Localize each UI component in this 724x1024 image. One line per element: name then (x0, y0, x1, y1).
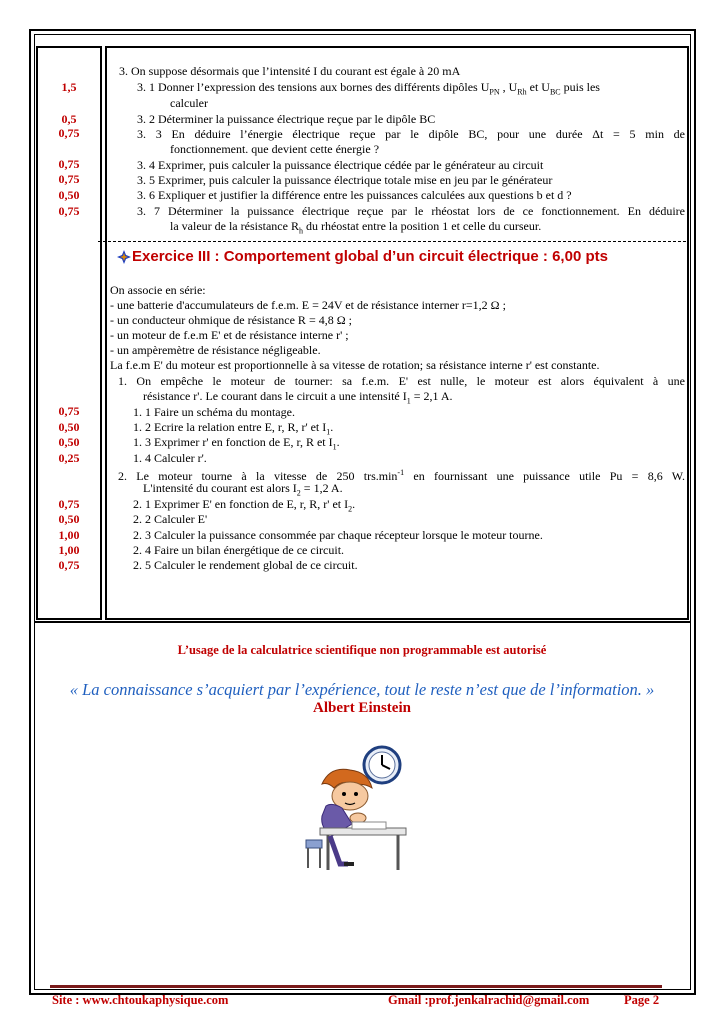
section-divider (34, 621, 691, 623)
q3-7-cont: la valeur de la résistance $R_h$ du rhéostat entre la position 1 et celle du curseur. (170, 219, 542, 236)
q3-7: 3. 7 Déterminer la puissance électrique reçue par le rhéostat lors de ce fonctionnement. En déduire (137, 204, 685, 218)
q3-3-cont: fonctionnement. que devient cette énergie ? (170, 142, 380, 156)
score-2-4: 1,00 (58, 543, 80, 557)
exercise-bullet-icon (117, 250, 131, 264)
ex3-item-battery: - une batterie d'accumulateurs de f.e.m. E = 24V et de résistance interner r=1,2 Ω ; (110, 298, 506, 312)
email-link[interactable]: Gmail :prof.jenkalrachid@gmail.com (388, 993, 590, 1007)
ex3-item-ammeter: - un ampèremètre de résistance négligeable. (110, 343, 321, 357)
score-3-3: 0,75 (58, 126, 80, 140)
score-2-2: 0,50 (58, 512, 80, 526)
page-number: Page 2 (624, 993, 660, 1007)
score-3-6: 0,50 (58, 188, 80, 202)
ex3-q1-1: 1. 1 Faire un schéma du montage. (133, 405, 295, 419)
ex3-q1: 1. On empêche le moteur de tourner: sa f.e.m. E' est nulle, le moteur est alors équivalent à une (118, 374, 685, 388)
ex3-q1-2: 1. 2 Ecrire la relation entre E, r, R, r' et $I_1$. (133, 420, 334, 437)
ex3-q2-1: 2. 1 Exprimer E' en fonction de E, r, R, r' et $I_2$. (133, 497, 356, 514)
ex3-q2-5: 2. 5 Calculer le rendement global de ce circuit. (133, 558, 358, 572)
score-3-5: 0,75 (58, 172, 80, 186)
q3-5: 3. 5 Exprimer, puis calculer la puissance électrique totale mise en jeu par le générateur (137, 173, 553, 187)
score-1-3: 0,50 (58, 435, 80, 449)
ex3-q2-cont: L'intensité du courant est alors $I_2 = 1,2$ A. (143, 481, 343, 498)
ex3-item-motor: - un moteur de f.e.m E' et de résistance interne r' ; (110, 328, 349, 342)
score-3-4: 0,75 (58, 157, 80, 171)
ex3-q1-3: 1. 3 Exprimer r' en fonction de E, r, R et $I_1$. (133, 435, 340, 452)
ex3-q1-cont: résistance r'. Le courant dans le circuit a une intensité $I_1 = 2,1$ A. (143, 389, 453, 406)
q3-1: 3. 1 Donner l’expression des tensions aux bornes des différents dipôles $U_{PN}$ , $U_{Rh}$ et $U_{BC}$ puis les (137, 80, 600, 97)
dash-divider (98, 241, 686, 242)
q3-2: 3. 2 Déterminer la puissance électrique reçue par le dipôle BC (137, 112, 436, 126)
quote: « La connaissance s’acquiert par l’expérience, tout le reste n’est que de l’information. » (69, 680, 655, 699)
ex3-q2-4: 2. 4 Faire un bilan énergétique de ce circuit. (133, 543, 345, 557)
ex3-prop: La f.e.m E' du moteur est proportionnelle à sa vitesse de rotation; sa résistance interne r' est constante. (110, 358, 600, 372)
score-1-1: 0,75 (58, 404, 80, 418)
ex3-item-resistor: - un conducteur ohmique de résistance R = 4,8 Ω ; (110, 313, 352, 327)
score-3-1: 1,5 (61, 80, 77, 94)
q3-6: 3. 6 Expliquer et justifier la différence entre les puissances calculées aux questions b et d ? (137, 188, 572, 202)
q3-intro: 3. On suppose désormais que l’intensité I du courant est égale à 20 mA (119, 64, 461, 78)
score-1-2: 0,50 (58, 420, 80, 434)
score-2-3: 1,00 (58, 528, 80, 542)
ex3-q2-2: 2. 2 Calculer E' (133, 512, 208, 526)
q3-1-cont: calculer (170, 96, 208, 110)
site-link[interactable]: Site : www.chtoukaphysique.com (52, 993, 229, 1007)
ex3-q1-4: 1. 4 Calculer r'. (133, 451, 207, 465)
student-clock-illustration (292, 744, 414, 874)
ex3-intro: On associe en série: (110, 283, 206, 297)
exercise-title: Exercice III : Comportement global d’un circuit électrique : 6,00 pts (132, 248, 608, 265)
q3-3: 3. 3 En déduire l’énergie électrique reçue par le dipôle BC, pour une durée Δt = 5 min de (137, 127, 685, 141)
ex3-q2-3: 2. 3 Calculer la puissance consommée par chaque récepteur lorsque le moteur tourne. (133, 528, 543, 542)
calculator-note: L’usage de la calculatrice scientifique non programmable est autorisé (177, 643, 547, 657)
q3-4: 3. 4 Exprimer, puis calculer la puissance électrique cédée par le générateur au circuit (137, 158, 544, 172)
score-2-1: 0,75 (58, 497, 80, 511)
quote-author: Albert Einstein (313, 700, 411, 716)
score-1-4: 0,25 (58, 451, 80, 465)
footer-rule (50, 985, 662, 988)
ex3-q2: 2. Le moteur tourne à la vitesse de 250 $trs.\min^{-1}$ en fournissant une puissance utile Pu = 8,6 W. (118, 468, 685, 483)
score-3-7: 0,75 (58, 204, 80, 218)
score-3-2: 0,5 (61, 112, 77, 126)
score-2-5: 0,75 (58, 558, 80, 572)
